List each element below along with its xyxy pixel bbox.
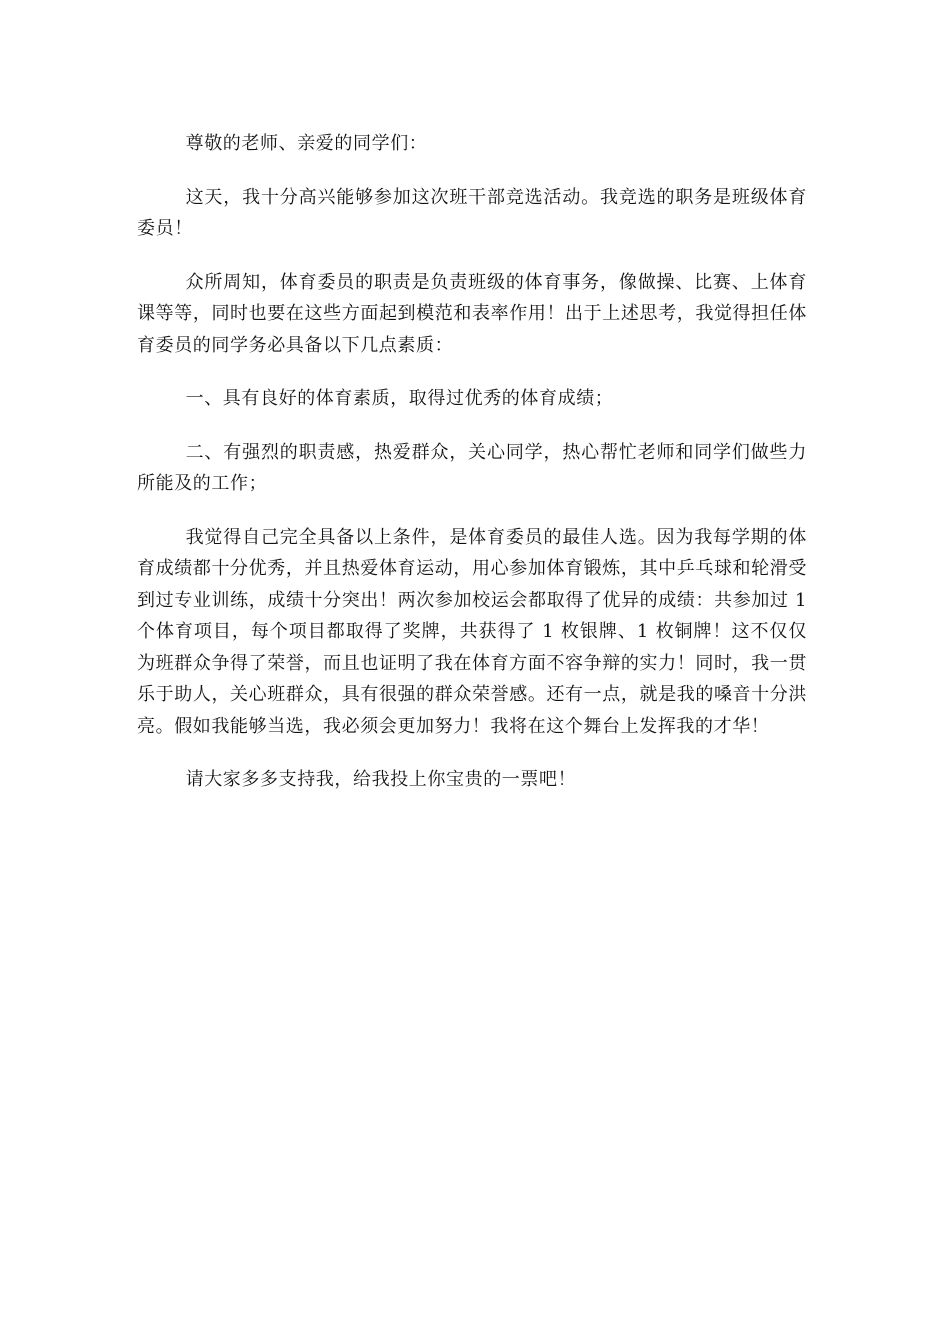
duties-paragraph: 众所周知，体育委员的职责是负责班级的体育事务，像做操、比赛、上体育课等等，同时也要在这些方面起到模范和表率作用！出于上述思考，我觉得担任体育委员的同学务必具备以下几点素质： [137,271,807,356]
closing-paragraph: 请大家多多支持我，给我投上你宝贵的一票吧！ [185,769,577,790]
quality-item-1: 一、具有良好的体育素质，取得过优秀的体育成绩； [185,388,614,409]
intro-paragraph: 这天，我十分高兴能够参加这次班干部竞选活动。我竞选的职务是班级体育委员！ [137,186,807,239]
quality-item-2: 二、有强烈的职责感，热爱群众，关心同学，热心帮忙老师和同学们做些力所能及的工作； [137,441,807,494]
document-page [137,128,807,818]
self-assessment-paragraph: 我觉得自己完全具备以上条件，是体育委员的最佳人选。因为我每学期的体育成绩都十分优秀，并且热爱体育运动，用心参加体育锻炼，其中乒乓球和轮滑受到过专业训练，成绩十分突出！两次参加校运会都取得了优异的成绩：共参加过 1 个体育项目，每个项目都取得了奖牌，共获得了 1 枚银牌、1 枚铜牌！这不仅仅为班群众争得了荣誉，而且也证明了我在体育方面不容争辩的实力！同时，我一贯乐于助人，关心班群众，具有很强的群众荣誉感。还有一点，就是我的嗓音十分洪亮。假如我能够当选，我必须会更加努力！我将在这个舞台上发挥我的才华！ [137,526,807,737]
greeting-paragraph: 尊敬的老师、亲爱的同学们： [185,133,428,154]
